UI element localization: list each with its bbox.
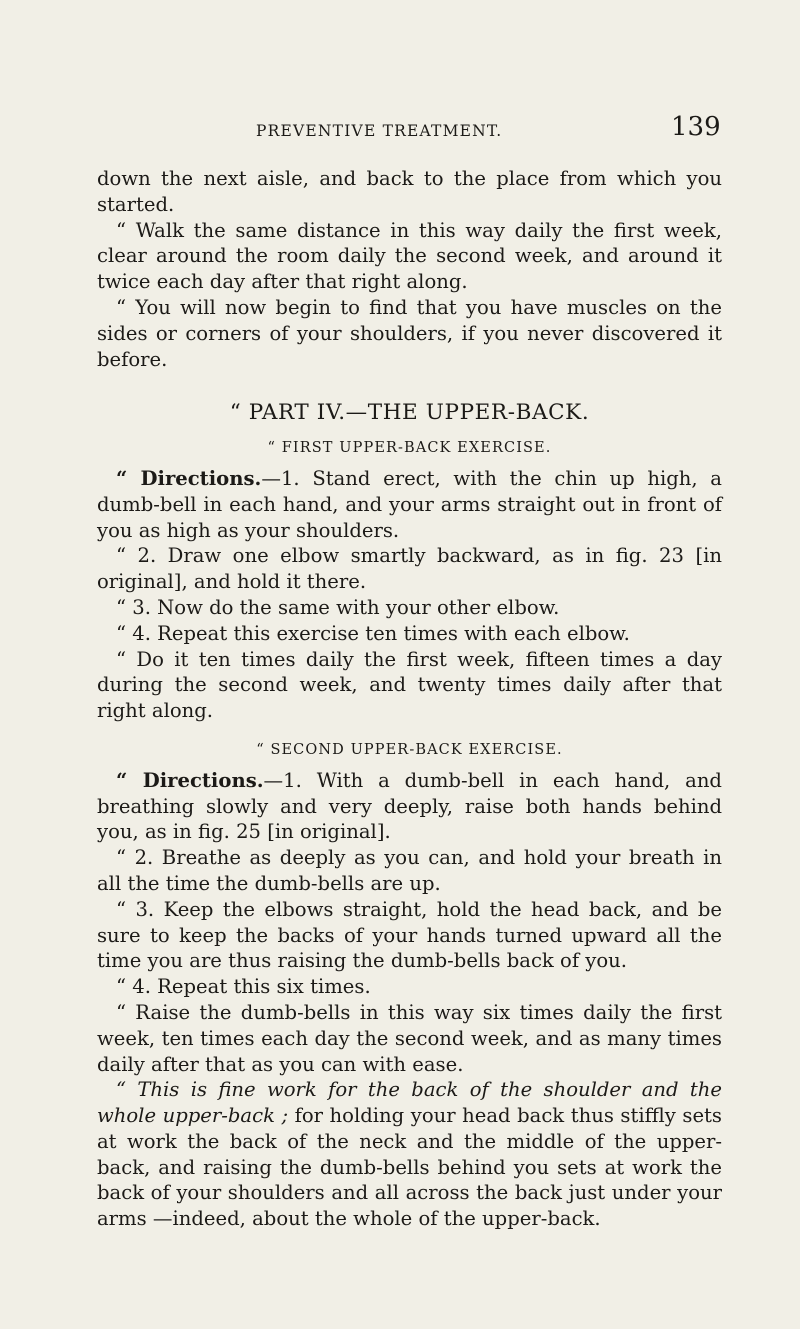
directions-paragraph — [97, 768, 722, 845]
directions-paragraph — [97, 466, 722, 543]
directions-label: “ Directions. — [116, 466, 262, 490]
paragraph: “ 3. Keep the elbows straight, hold the head back, and be sure to keep the backs of your hands turned upward all the time you are thus raising the dumb-bells back of you. — [97, 897, 722, 973]
paragraph: “ 4. Repeat this exercise ten times with each elbow. — [116, 621, 630, 645]
italic-phrase: “ This is fine work for the back of the shoulder and the whole upper-back ; — [97, 1078, 722, 1128]
page-body — [97, 166, 722, 1232]
paragraph: “ Do it ten times daily the first week, fifteen times a day during the second week, and twenty times daily after that right along. — [97, 647, 722, 723]
running-title: PREVENTIVE TREATMENT. — [256, 122, 503, 140]
paragraph — [97, 1077, 722, 1232]
directions-text: —1. With a dumb-bell in each hand, and breathing slowly and very deeply, raise both hands behind you, as in fig. 25 [in original]. — [97, 768, 722, 844]
paragraph: “ 4. Repeat this six times. — [116, 975, 371, 999]
directions-label: “ Directions. — [116, 768, 264, 792]
page-number: 139 — [671, 112, 721, 142]
paragraph: “ Walk the same distance in this way daily the first week, clear around the room daily the second week, and around it twice each day after that right along. — [97, 218, 722, 294]
section-heading: “ PART IV.—THE UPPER-BACK. — [229, 400, 590, 426]
subheading-second-exercise: “ SECOND UPPER-BACK EXERCISE. — [256, 741, 563, 758]
paragraph: “ You will now begin to find that you have muscles on the sides or corners of your shoulders, if you never discovered it before. — [97, 295, 722, 371]
paragraph: “ 2. Draw one elbow smartly backward, as in fig. 23 [in original], and hold it there. — [97, 544, 722, 594]
running-head — [0, 112, 800, 148]
paragraph-text: for holding your head back thus stiffly sets at work the back of the neck and the middle of the upper-back, and raising the dumb-bells behind you sets at work the back of your shoulders and all across the back just under your arms —indeed, about the whole of the upper-back. — [97, 1104, 722, 1231]
subheading-first-exercise: “ FIRST UPPER-BACK EXERCISE. — [267, 440, 552, 457]
paragraph: “ 3. Now do the same with your other elbow. — [116, 595, 560, 619]
paragraph: “ 2. Breathe as deeply as you can, and hold your breath in all the time the dumb-bells are up. — [97, 846, 722, 895]
paragraph: “ Raise the dumb-bells in this way six times daily the first week, ten times each day the second week, and as many times daily after that as you can with ease. — [97, 1000, 722, 1076]
directions-text: —1. Stand erect, with the chin up high, a dumb-bell in each hand, and your arms straight out in front of you as high as your shoulders. — [97, 466, 722, 542]
paragraph: down the next aisle, and back to the place from which you started. — [97, 167, 722, 216]
